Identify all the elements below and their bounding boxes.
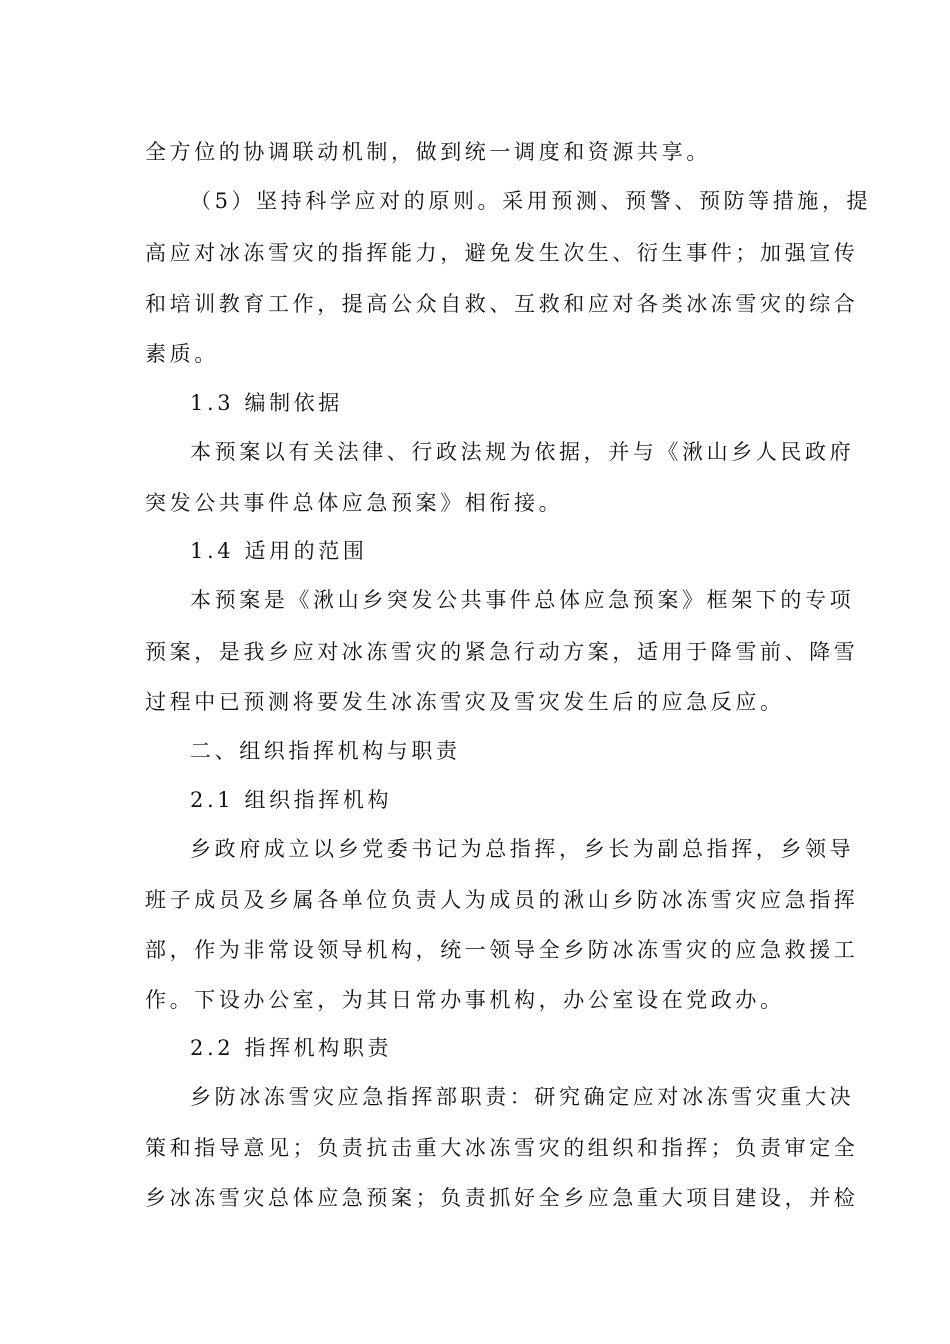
paragraph-line: 本预案是《湫山乡突发公共事件总体应急预案》框架下的专项 [190,588,855,612]
paragraph-line: 过程中已预测将要发生冰冻雪灾及雪灾发生后的应急反应。 [145,690,785,714]
paragraph-line: 作。下设办公室，为其日常办事机构，办公室设在党政办。 [145,988,785,1012]
section-heading: 2.1 组织指挥机构 [190,788,393,812]
paragraph-line: 部，作为非常设领导机构，统一领导全乡防冰冻雪灾的应急救援工 [145,938,859,962]
section-heading: 二、组织指挥机构与职责 [190,739,461,763]
paragraph-line: 素质。 [145,342,219,366]
section-heading: 1.4 适用的范围 [190,539,368,563]
paragraph-line: 乡防冰冻雪灾应急指挥部职责：研究确定应对冰冻雪灾重大决 [190,1085,855,1109]
paragraph-line: 和培训教育工作，提高公众自救、互救和应对各类冰冻雪灾的综合 [145,292,859,316]
paragraph-line: 策和指导意见；负责抗击重大冰冻雪灾的组织和指挥；负责审定全 [145,1136,859,1160]
section-heading: 1.3 编制依据 [190,391,343,415]
paragraph-line: 班子成员及乡属各单位负责人为成员的湫山乡防冰冻雪灾应急指挥 [145,888,859,912]
paragraph-line: 全方位的协调联动机制，做到统一调度和资源共享。 [145,140,711,164]
paragraph-line: （5）坚持科学应对的原则。采用预测、预警、预防等措施，提 [190,189,872,213]
paragraph-line: 乡冰冻雪灾总体应急预案；负责抓好全乡应急重大项目建设，并检 [145,1186,859,1210]
paragraph-line: 突发公共事件总体应急预案》相衔接。 [145,491,564,515]
paragraph-line: 高应对冰冻雪灾的指挥能力，避免发生次生、衍生事件；加强宣传 [145,241,859,265]
paragraph-line: 乡政府成立以乡党委书记为总指挥，乡长为副总指挥，乡领导 [190,837,855,861]
paragraph-line: 预案，是我乡应对冰冻雪灾的紧急行动方案，适用于降雪前、降雪 [145,640,859,664]
paragraph-line: 本预案以有关法律、行政法规为依据，并与《湫山乡人民政府 [190,440,855,464]
section-heading: 2.2 指挥机构职责 [190,1036,393,1060]
